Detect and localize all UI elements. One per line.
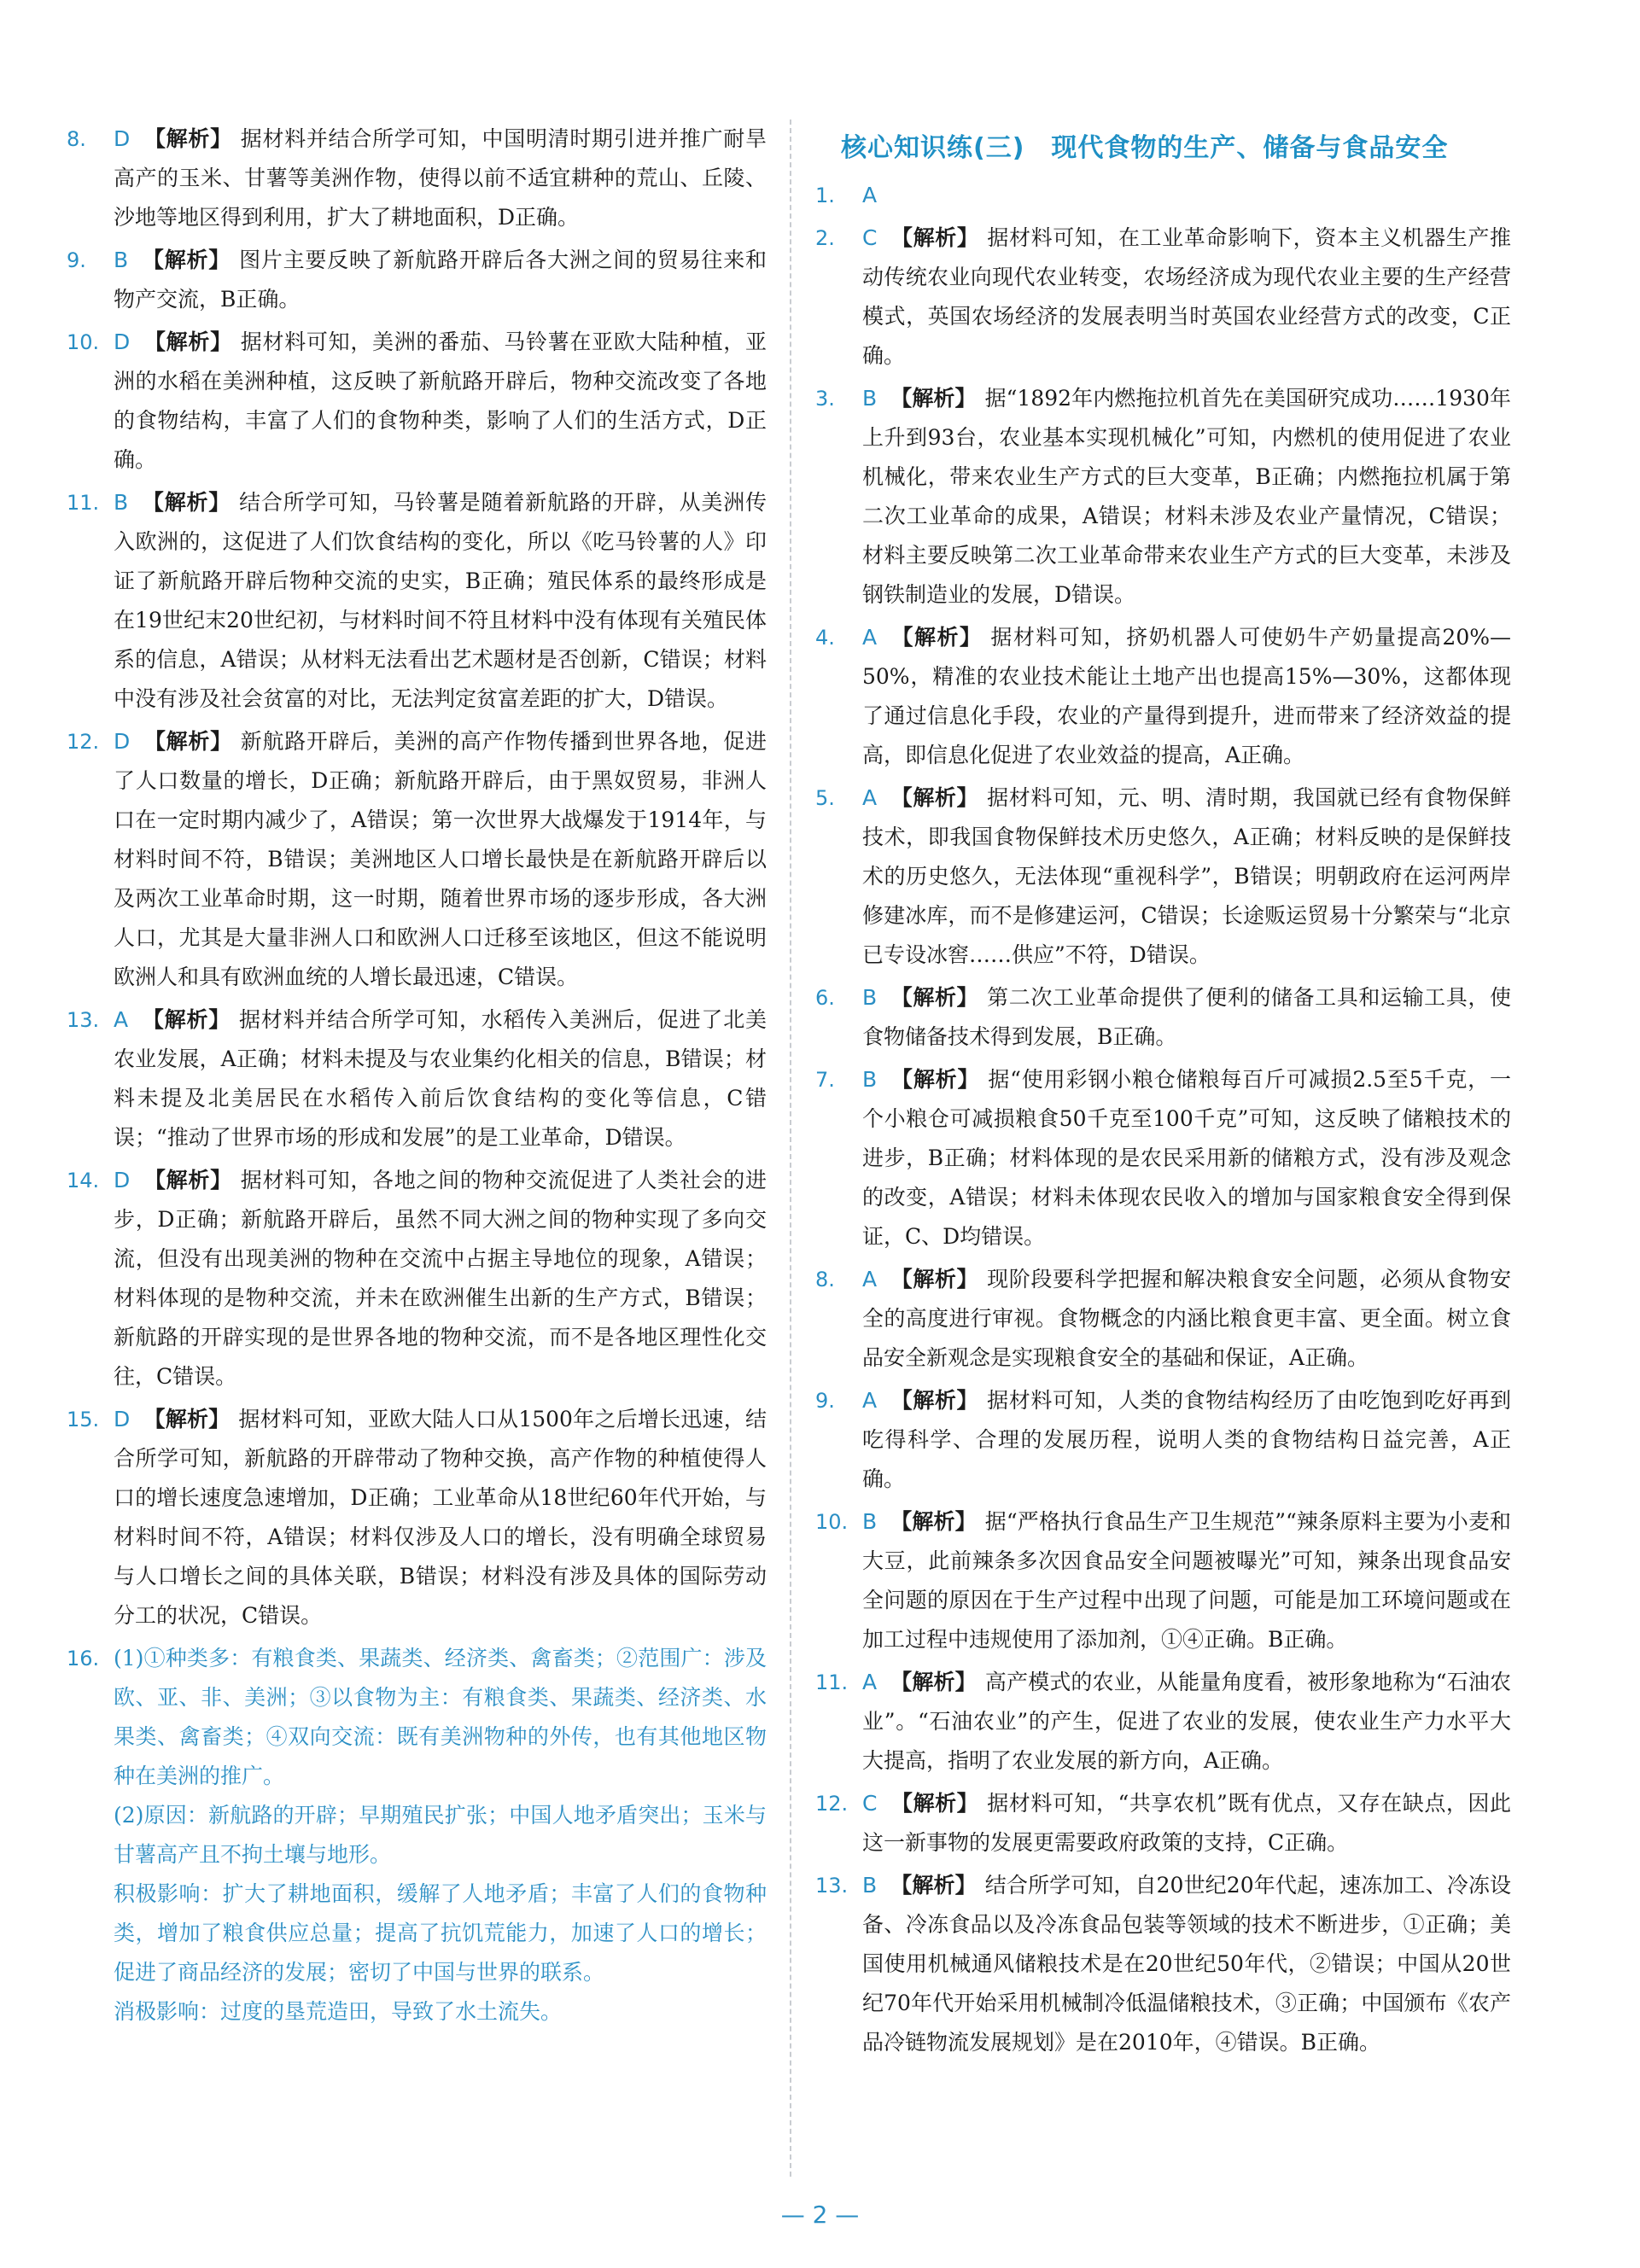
answer-item [815,1784,1511,1863]
answer-choice: D [114,1407,131,1431]
right-column [815,120,1511,2066]
left-answer-list [67,120,767,1635]
item-number: 7. [815,1068,835,1092]
analysis-text: 据材料可知，人类的食物结构经历了由吃饱到吃好再到吃得科学、合理的发展历程，说明人类的食物结构日益完善，A正确。 [862,1388,1511,1491]
item-number: 16. [67,1647,100,1670]
section-title: 核心知识练(三) 现代食物的生产、储备与食品安全 [841,133,1449,163]
analysis-tag: 【解析】 [890,386,977,411]
item-number: 2. [815,226,835,250]
answer-choice: A [862,1670,878,1694]
analysis-text: 据材料可知，挤奶机器人可使奶牛产奶量提高20%—50%，精准的农业技术能让土地产出也提高15%—30%，这都体现了通过信息化手段，农业的产量得到提升，进而带来了经济效益的提高，即信息化促进了农业效益的提高，A正确。 [862,625,1511,767]
answer-item [67,1000,767,1157]
item-number: 13. [67,1008,100,1032]
answer-choice: A [862,183,878,207]
analysis-tag: 【解析】 [890,1509,977,1534]
analysis-text: 高产模式的农业，从能量角度看，被形象地称为“石油农业”。“石油农业”的产生，促进了农业的发展，使农业生产力水平大大提高，指明了农业发展的新方向，A正确。 [862,1670,1511,1773]
analysis-tag: 【解析】 [142,490,231,515]
left-column [67,120,767,2035]
answer-item [815,1663,1511,1781]
answer-choice: D [114,729,131,754]
answer-16-part1: (1)①种类多：有粮食类、果蔬类、经济类、禽畜类；②范围广：涉及欧、亚、非、美洲；③以食物为主：有粮食类、果蔬类、经济类、水果类、禽畜类；④双向交流：既有美洲物种的外传，也有其他地区物种在美洲的推广。 [114,1646,767,1788]
analysis-tag: 【解析】 [143,1407,231,1431]
analysis-tag: 【解析】 [890,625,983,650]
analysis-tag: 【解析】 [890,1873,977,1898]
analysis-tag: 【解析】 [890,1791,979,1816]
analysis-text: 图片主要反映了新航路开辟后各大洲之间的贸易往来和物产交流，B正确。 [114,248,767,312]
analysis-text: 结合所学可知，自20世纪20年代起，速冻加工、冷冻设备、冷冻食品以及冷冻食品包装等领域的技术不断进步，①正确；美国使用机械通风储粮技术是在20世纪50年代，②错误；中国从20世纪70年代开始采用机械制冷低温储粮技术，③正确；中国颁布《农产品冷链物流发展规划》是在2010年，④错误。B正确。 [862,1873,1511,2055]
answer-choice: D [114,1168,131,1192]
analysis-tag: 【解析】 [890,985,979,1010]
answer-item [815,1060,1511,1256]
analysis-text: 据材料并结合所学可知，水稻传入美洲后，促进了北美农业发展，A正确；材料未提及与农业集约化相关的信息，B错误；材料未提及北美居民在水稻传入前后饮食结构的变化等信息，C错误；“推动了世界市场的形成和发展”的是工业革命，D错误。 [114,1007,767,1150]
analysis-tag: 【解析】 [890,785,979,810]
analysis-text: 据材料可知，元、明、清时期，我国就已经有食物保鲜技术，即我国食物保鲜技术历史悠久，A正确；材料反映的是保鲜技术的历史悠久，无法体现“重视科学”，B错误；明朝政府在运河两岸修建冰库，而不是修建运河，C错误；长途贩运贸易十分繁荣与“北京已专设冰窖……供应”不符，D错误。 [862,785,1511,967]
answer-16-negative: 消极影响：过度的垦荒造田，导致了水土流失。 [114,1999,563,2024]
answer-item [815,1260,1511,1378]
analysis-tag: 【解析】 [890,1388,979,1413]
analysis-text: 据材料可知，在工业革命影响下，资本主义机器生产推动传统农业向现代农业转变，农场经济成为现代农业主要的生产经营模式，英国农场经济的发展表明当时英国农业经营方式的改变，C正确。 [862,225,1511,368]
answer-choice: B [862,1067,878,1092]
item-number: 14. [67,1169,100,1192]
analysis-tag: 【解析】 [142,248,231,272]
answer-choice: B [114,490,129,515]
item-number: 8. [67,127,86,151]
analysis-text: 据“使用彩钢小粮仓储粮每百斤可减损2.5至5千克，一个小粮仓可减损粮食50千克至100千克”可知，这反映了储粮技术的进步，B正确；材料体现的是农民采用新的储粮方式，没有涉及观念的改变，A错误；材料未体现农民收入的增加与国家粮食安全得到保证，C、D均错误。 [862,1067,1511,1249]
answer-item [67,1161,767,1396]
analysis-tag: 【解析】 [890,225,979,250]
answer-item [815,1381,1511,1499]
answer-choice: B [862,386,878,411]
item-number: 11. [815,1670,849,1694]
answer-choice: A [862,1388,878,1413]
answer-item [67,323,767,480]
analysis-tag: 【解析】 [143,729,232,754]
answer-item [67,120,767,237]
answer-16-part2: (2)原因：新航路的开辟；早期殖民扩张；中国人地矛盾突出；玉米与甘薯高产且不拘土壤与地形。 [114,1803,767,1867]
analysis-tag: 【解析】 [143,126,232,151]
answer-item-16 [67,1639,767,2032]
item-number: 9. [815,1389,835,1413]
item-number: 15. [67,1408,100,1431]
analysis-text: 现阶段要科学把握和解决粮食安全问题，必须从食物安全的高度进行审视。食物概念的内涵比粮食更丰富、更全面。树立食品安全新观念是实现粮食安全的基础和保证，A正确。 [862,1267,1511,1370]
answer-item [815,219,1511,376]
answer-item [815,1866,1511,2062]
analysis-tag: 【解析】 [143,329,232,354]
answer-item [815,978,1511,1057]
analysis-text: 据材料可知，“共享农机”既有优点，又存在缺点，因此这一新事物的发展更需要政府政策的支持，C正确。 [862,1791,1511,1855]
answer-choice: B [862,1509,878,1534]
item-number: 10. [815,1510,849,1534]
answer-item [815,176,1511,215]
item-number: 9. [67,248,86,272]
answer-16-positive: 积极影响：扩大了耕地面积，缓解了人地矛盾；丰富了人们的食物种类，增加了粮食供应总量；提高了抗饥荒能力，加速了人口的增长；促进了商品经济的发展；密切了中国与世界的联系。 [114,1881,767,1985]
column-divider [790,120,791,2177]
item-number: 12. [815,1792,849,1816]
analysis-text: 据“1892年内燃拖拉机首先在美国研究成功……1930年上升到93台，农业基本实现机械化”可知，内燃机的使用促进了农业机械化，带来农业生产方式的巨大变革，B正确；内燃拖拉机属于第二次工业革命的成果，A错误；材料未涉及农业产量情况，C错误；材料主要反映第二次工业革命带来农业生产方式的巨大变革，未涉及钢铁制造业的发展，D错误。 [862,386,1511,607]
answer-choice: D [114,329,131,354]
item-number: 12. [67,730,100,754]
answer-choice: C [862,1791,878,1816]
item-number: 6. [815,986,835,1010]
analysis-text: 据材料可知，各地之间的物种交流促进了人类社会的进步，D正确；新航路开辟后，虽然不同大洲之间的物种实现了多向交流，但没有出现美洲的物种在交流中占据主导地位的现象，A错误；材料体现的是物种交流，并未在欧洲催生出新的生产方式，B错误；新航路的开辟实现的是世界各地的物种交流，而不是各地区理性化交往，C错误。 [114,1168,767,1389]
analysis-tag: 【解析】 [890,1067,980,1092]
item-number: 5. [815,786,835,810]
answer-item [815,778,1511,975]
analysis-tag: 【解析】 [890,1670,977,1694]
answer-choice: A [862,625,878,650]
item-number: 10. [67,330,100,354]
analysis-text: 据材料可知，美洲的番茄、马铃薯在亚欧大陆种植，亚洲的水稻在美洲种植，这反映了新航路开辟后，物种交流改变了各地的食物结构，丰富了人们的食物种类，影响了人们的生活方式，D正确。 [114,329,767,472]
page-number: — 2 — [780,2201,860,2229]
analysis-text: 结合所学可知，马铃薯是随着新航路的开辟，从美洲传入欧洲的，这促进了人们饮食结构的变化，所以《吃马铃薯的人》印证了新航路开辟后物种交流的史实，B正确；殖民体系的最终形成是在19世纪末20世纪初，与材料时间不符且材料中没有体现有关殖民体系的信息，A错误；从材料无法看出艺术题材是否创新，C错误；材料中没有涉及社会贫富的对比，无法判定贫富差距的扩大，D错误。 [114,490,767,711]
analysis-text: 据“严格执行食品生产卫生规范”“辣条原料主要为小麦和大豆，此前辣条多次因食品安全问题被曝光”可知，辣条出现食品安全问题的原因在于生产过程中出现了问题，可能是加工环境问题或在加工过程中违规使用了添加剂，①④正确。B正确。 [862,1509,1511,1652]
answer-choice: A [862,785,878,810]
item-number: 3. [815,387,835,411]
analysis-text: 据材料并结合所学可知，中国明清时期引进并推广耐旱高产的玉米、甘薯等美洲作物，使得以前不适宜耕种的荒山、丘陵、沙地等地区得到利用，扩大了耕地面积，D正确。 [114,126,767,230]
analysis-tag: 【解析】 [890,1267,979,1291]
analysis-tag: 【解析】 [143,1168,232,1192]
analysis-text: 第二次工业革命提供了便利的储备工具和运输工具，使食物储备技术得到发展，B正确。 [862,985,1511,1049]
answer-choice: A [114,1007,129,1032]
analysis-text: 新航路开辟后，美洲的高产作物传播到世界各地，促进了人口数量的增长，D正确；新航路开辟后，由于黑奴贸易，非洲人口在一定时期内减少了，A错误；第一次世界大战爆发于1914年，与材料时间不符，B错误；美洲地区人口增长最快是在新航路开辟后以及两次工业革命时期，这一时期，随着世界市场的逐步形成，各大洲人口，尤其是大量非洲人口和欧洲人口迁移至该地区，但这不能说明欧洲人和具有欧洲血统的人增长最迅速，C错误。 [114,729,767,989]
answer-item [815,618,1511,775]
item-number: 4. [815,626,835,650]
answer-choice: D [114,126,131,151]
answer-item [67,241,767,319]
answer-item [815,1502,1511,1659]
analysis-text: 据材料可知，亚欧大陆人口从1500年之后增长迅速，结合所学可知，新航路的开辟带动了物种交换，高产作物的种植使得人口的增长速度急速增加，D正确；工业革命从18世纪60年代开始，与材料时间不符，A错误；材料仅涉及人口的增长，没有明确全球贸易与人口增长之间的具体关联，B错误；材料没有涉及具体的国际劳动分工的状况，C错误。 [114,1407,767,1628]
answer-choice: A [862,1267,878,1291]
answer-choice: B [862,985,878,1010]
item-number: 8. [815,1268,835,1291]
answer-choice: C [862,225,878,250]
answer-item [67,722,767,997]
item-number: 1. [815,184,835,207]
answer-choice: B [862,1873,878,1898]
answer-item [815,379,1511,615]
right-answer-list [815,176,1511,2062]
item-number: 11. [67,491,100,515]
answer-item [67,1400,767,1635]
answer-choice: B [114,248,129,272]
item-number: 13. [815,1874,849,1898]
answer-item [67,483,767,719]
analysis-tag: 【解析】 [142,1007,231,1032]
